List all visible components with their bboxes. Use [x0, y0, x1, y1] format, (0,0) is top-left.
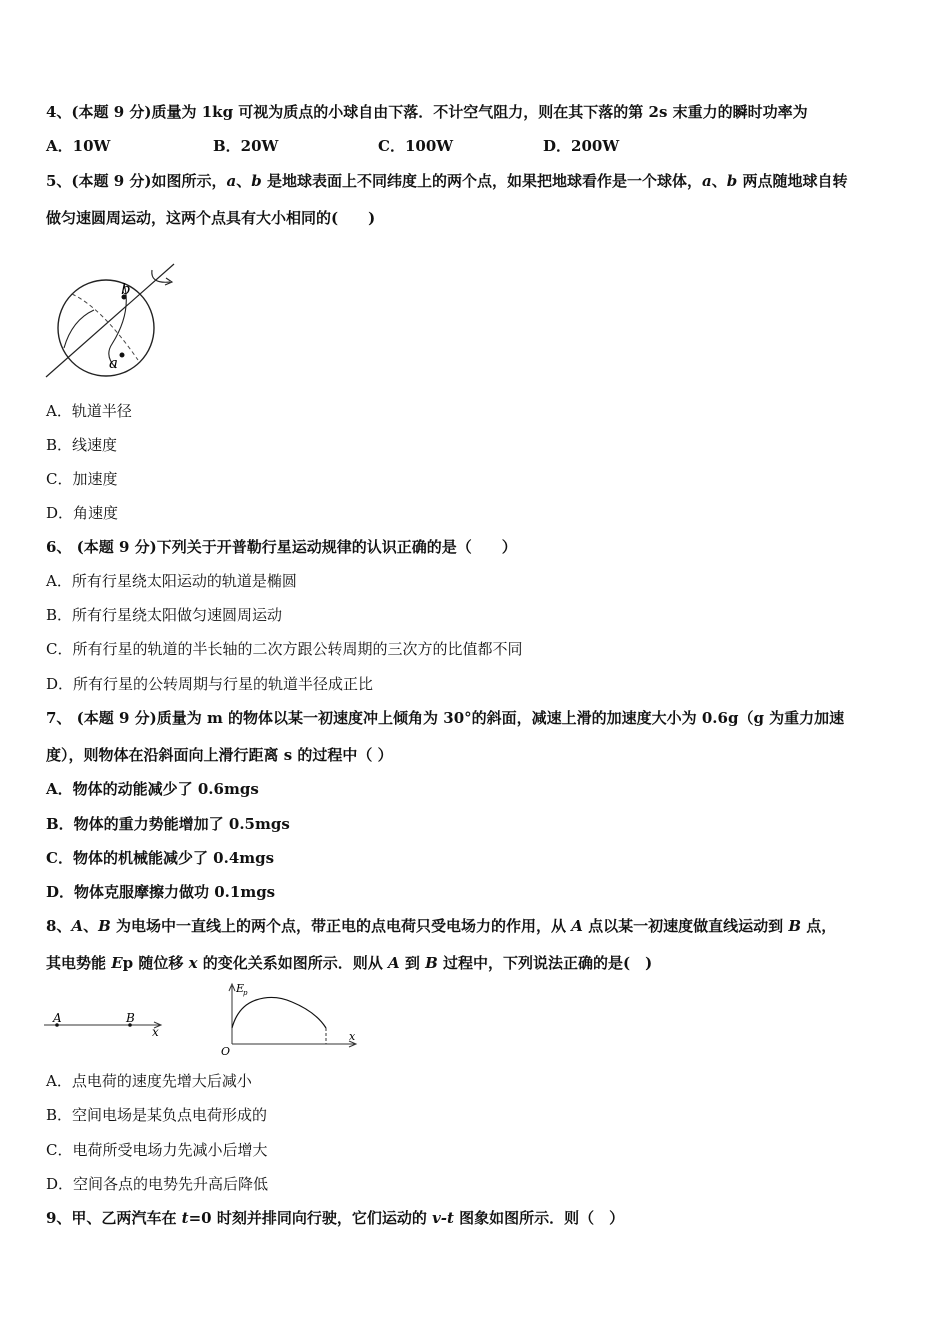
q6-option-a: A．所有行星绕太阳运动的轨道是椭圆: [46, 572, 297, 590]
q8-stem-text: 为电场中一直线上的两个点，带正电的点电荷只受电场力的作用，从: [110, 917, 572, 935]
label-b: b: [121, 280, 131, 298]
arrow-head: [165, 278, 172, 285]
q8-var-A: A: [71, 917, 84, 935]
q8-var-B: B: [98, 917, 111, 935]
q8-stem-line2: [46, 952, 652, 974]
q8-var-x: x: [188, 954, 198, 972]
label-E: E: [236, 982, 245, 995]
ep-x-graph: [218, 980, 358, 1058]
q6-stem: 6、 (本题 9 分)下列关于开普勒行星运动规律的认识正确的是（ ）: [46, 538, 517, 556]
q8-var-B: B: [788, 917, 802, 935]
q8-option-d: D．空间各点的电势先升高后降低: [46, 1175, 269, 1193]
q7-option-b: B．物体的重力势能增加了 0.5mgs: [46, 815, 290, 833]
q7-option-a: A．物体的动能减少了 0.6mgs: [46, 780, 259, 798]
q5-option-b: B．线速度: [46, 436, 118, 454]
q5-option-d: D．角速度: [46, 504, 119, 522]
ab-line-figure: [42, 1010, 167, 1040]
q5-stem-text: 是地球表面上不同纬度上的两个点，如果把地球看作是一个球体，: [261, 172, 702, 190]
q8-stem-text: 过程中，下列说法正确的是( ): [437, 954, 653, 972]
earth-rotation-figure: [42, 260, 182, 385]
label-O: O: [221, 1045, 231, 1058]
q5-stem-text: 、: [711, 172, 727, 190]
q8-var-Ep: E: [111, 954, 123, 972]
q8-stem-text: 8、: [46, 917, 72, 935]
q5-var-b: b: [726, 172, 738, 190]
q5-option-a: A．轨道半径: [46, 402, 132, 420]
q9-stem-text: 图象如图所示．则（ ）: [453, 1209, 625, 1227]
q9-var-t: t: [181, 1209, 189, 1227]
q5-stem-line1: [46, 170, 847, 192]
q8-stem-text: 的变化关系如图所示．则从: [197, 954, 389, 972]
q8-stem-text: 、: [83, 917, 99, 935]
q9-stem-text: =0 时刻并排同向行驶，它们运动的: [188, 1209, 433, 1227]
q6-option-d: D．所有行星的公转周期与行星的轨道半径成正比: [46, 675, 374, 693]
label-a: a: [109, 354, 118, 372]
q5-var-a: a: [702, 172, 712, 190]
q5-stem-text: 、: [236, 172, 252, 190]
q4-option-b: B．20W: [213, 137, 279, 155]
q4-option-c: C．100W: [378, 137, 454, 155]
label-p: p: [243, 989, 248, 997]
label-x: x: [349, 1030, 356, 1043]
q8-stem-text: 其电势能: [46, 954, 112, 972]
q7-option-d: D．物体克服摩擦力做功 0.1mgs: [46, 883, 276, 901]
label-A: A: [53, 1011, 62, 1025]
ep-curve: [232, 997, 326, 1028]
q9-stem: [46, 1207, 624, 1229]
q4-option-d: D．200W: [543, 137, 620, 155]
label-x: x: [152, 1025, 159, 1039]
q8-stem-text: 到: [399, 954, 426, 972]
q8-stem-text: 点以某一初速度做直线运动到: [582, 917, 789, 935]
point-a: [120, 353, 125, 358]
q6-option-c: C．所有行星的轨道的半长轴的二次方跟公转周期的三次方的比值都不同: [46, 640, 523, 658]
latitude-front: [64, 310, 94, 348]
q8-option-c: C．电荷所受电场力先减小后增大: [46, 1141, 268, 1159]
q8-stem-line1: [46, 915, 836, 937]
q5-option-c: C．加速度: [46, 470, 118, 488]
q8-stem-text: p 随位移: [122, 954, 189, 972]
q9-var-vt: v-t: [432, 1209, 454, 1227]
q5-stem-text: 5、(本题 9 分)如图所示，: [46, 172, 227, 190]
q6-option-b: B．所有行星绕太阳做匀速圆周运动: [46, 606, 283, 624]
q7-stem-line2: 度），则物体在沿斜面向上滑行距离 s 的过程中（ ）: [46, 746, 393, 764]
q8-option-b: B．空间电场是某负点电荷形成的: [46, 1106, 268, 1124]
q5-var-a: a: [226, 172, 237, 190]
q5-var-b: b: [251, 172, 262, 190]
q7-option-c: C．物体的机械能减少了 0.4mgs: [46, 849, 275, 867]
q4-stem: 4、(本题 9 分)质量为 1kg 可视为质点的小球自由下落．不计空气阻力，则在其下落的第 2s 末重力的瞬时功率为: [46, 103, 808, 121]
q8-var-B: B: [425, 954, 438, 972]
q8-option-a: A．点电荷的速度先增大后减小: [46, 1072, 252, 1090]
q8-var-A: A: [388, 954, 400, 972]
q5-stem-text: 两点随地球自转: [737, 172, 848, 190]
q4-option-a: A．10W: [46, 137, 111, 155]
q7-stem-line1: 7、 (本题 9 分)质量为 m 的物体以某一初速度冲上倾角为 30°的斜面，减速上滑的加速度大小为 0.6g（g 为重力加速: [46, 709, 845, 727]
q5-stem-line2: 做匀速圆周运动，这两个点具有大小相同的( ): [46, 209, 376, 227]
q8-var-A: A: [571, 917, 583, 935]
q9-stem-text: 9、甲、乙两汽车在: [46, 1209, 182, 1227]
label-B: B: [126, 1011, 135, 1025]
q8-stem-text: 点，: [801, 917, 837, 935]
